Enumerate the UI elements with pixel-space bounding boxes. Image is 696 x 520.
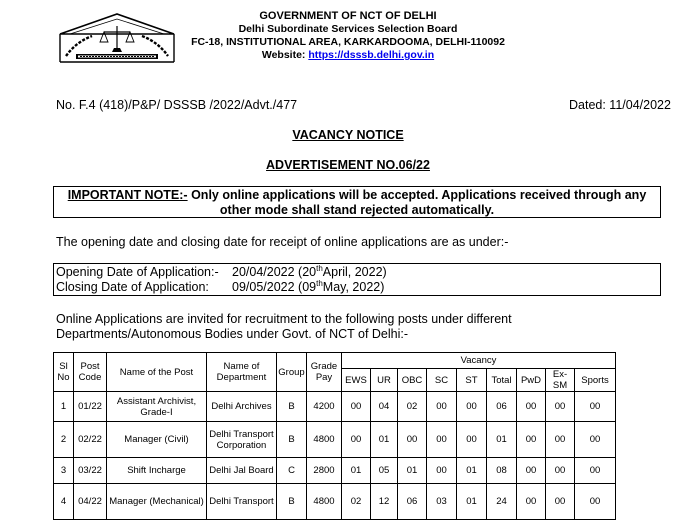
application-dates-box	[53, 263, 661, 296]
closing-date-text: 09/05/2022 (09	[232, 280, 317, 294]
cell-st: 00	[457, 422, 487, 458]
table-header-row	[54, 353, 616, 369]
cell-obc: 02	[398, 392, 427, 422]
cell-sports: 00	[575, 392, 616, 422]
cell-sl: 2	[54, 422, 74, 458]
header-sc: SC	[427, 369, 457, 392]
government-title: GOVERNMENT OF NCT OF DELHI	[259, 10, 437, 22]
cell-sc: 00	[427, 458, 457, 484]
table-row	[54, 392, 616, 422]
cell-pwd: 00	[517, 392, 546, 422]
cell-code: 02/22	[74, 422, 107, 458]
header-department: Name of Department	[207, 353, 277, 392]
important-note-line-1	[54, 188, 660, 203]
closing-date-value	[232, 280, 384, 295]
closing-date-label: Closing Date of Application:	[56, 280, 209, 294]
header-obc: OBC	[398, 369, 427, 392]
header-pwd: PwD	[517, 369, 546, 392]
online-para-line-1: Online Applications are invited for recruitment to the following posts under different	[56, 312, 512, 326]
cell-post: Manager (Civil)	[107, 422, 207, 458]
cell-pay: 4200	[307, 392, 342, 422]
closing-date-sup: th	[316, 278, 323, 288]
board-name: Delhi Subordinate Services Selection Board	[238, 23, 458, 35]
cell-ur: 12	[371, 484, 398, 520]
cell-st: 01	[457, 484, 487, 520]
cell-pwd: 00	[517, 422, 546, 458]
cell-group: B	[277, 392, 307, 422]
cell-ews: 02	[342, 484, 371, 520]
advertisement-number: ADVERTISEMENT NO.06/22	[266, 158, 430, 172]
opening-date-text: 20/04/2022 (20	[232, 265, 317, 279]
header-total: Total	[487, 369, 517, 392]
cell-ur: 04	[371, 392, 398, 422]
cell-exsm: 00	[546, 392, 575, 422]
cell-sl: 1	[54, 392, 74, 422]
cell-total: 08	[487, 458, 517, 484]
cell-code: 04/22	[74, 484, 107, 520]
cell-sports: 00	[575, 458, 616, 484]
cell-total: 06	[487, 392, 517, 422]
cell-group: B	[277, 484, 307, 520]
vacancy-table	[53, 352, 616, 520]
table-row	[54, 484, 616, 520]
cell-sl: 4	[54, 484, 74, 520]
important-note-text-2: other mode shall stand rejected automatically.	[219, 203, 495, 217]
cell-total: 24	[487, 484, 517, 520]
opening-date-label: Opening Date of Application:-	[56, 265, 219, 279]
table-row	[54, 422, 616, 458]
cell-sc: 00	[427, 422, 457, 458]
opening-closing-intro: The opening date and closing date for receipt of online applications are as under:-	[56, 235, 509, 249]
cell-obc: 06	[398, 484, 427, 520]
opening-date-sup: th	[316, 263, 323, 273]
vacancy-notice-title: VACANCY NOTICE	[292, 128, 404, 142]
cell-pwd: 00	[517, 484, 546, 520]
cell-st: 00	[457, 392, 487, 422]
header-group: Group	[277, 353, 307, 392]
cell-exsm: 00	[546, 458, 575, 484]
cell-pwd: 00	[517, 458, 546, 484]
cell-post: Manager (Mechanical)	[107, 484, 207, 520]
website-label: Website:	[261, 49, 309, 61]
cell-ur: 01	[371, 422, 398, 458]
header-exsm: Ex- SM	[546, 369, 575, 392]
dated: Dated: 11/04/2022	[569, 98, 671, 112]
cell-obc: 00	[398, 422, 427, 458]
online-applications-paragraph	[56, 312, 664, 342]
cell-group: C	[277, 458, 307, 484]
cell-dept: Delhi Transport	[207, 484, 277, 520]
cell-st: 01	[457, 458, 487, 484]
closing-date-row	[56, 280, 660, 295]
cell-ews: 01	[342, 458, 371, 484]
cell-obc: 01	[398, 458, 427, 484]
board-address: FC-18, INSTITUTIONAL AREA, KARKARDOOMA, DELHI-110092	[191, 36, 505, 48]
cell-post: Assistant Archivist, Grade-I	[107, 392, 207, 422]
reference-number: No. F.4 (418)/P&P/ DSSSB /2022/Advt./477	[56, 98, 298, 112]
cell-sports: 00	[575, 484, 616, 520]
cell-code: 01/22	[74, 392, 107, 422]
cell-pay: 2800	[307, 458, 342, 484]
header-st: ST	[457, 369, 487, 392]
online-para-line-2: Departments/Autonomous Bodies under Govt. of NCT of Delhi:-	[56, 327, 409, 341]
cell-post: Shift Incharge	[107, 458, 207, 484]
cell-ews: 00	[342, 392, 371, 422]
cell-code: 03/22	[74, 458, 107, 484]
cell-sports: 00	[575, 422, 616, 458]
cell-total: 01	[487, 422, 517, 458]
header-ur: UR	[371, 369, 398, 392]
cell-dept: Delhi Transport Corporation	[207, 422, 277, 458]
important-note-label: IMPORTANT NOTE:-	[67, 188, 188, 202]
cell-sl: 3	[54, 458, 74, 484]
cell-pay: 4800	[307, 422, 342, 458]
cell-dept: Delhi Jal Board	[207, 458, 277, 484]
cell-sc: 00	[427, 392, 457, 422]
website-link[interactable]: https://dsssb.delhi.gov.in	[308, 49, 435, 61]
cell-pay: 4800	[307, 484, 342, 520]
closing-date-rest: May, 2022)	[322, 280, 385, 294]
opening-date-value	[232, 265, 387, 280]
header-ews: EWS	[342, 369, 371, 392]
cell-exsm: 00	[546, 422, 575, 458]
header-vacancy: Vacancy	[342, 353, 616, 369]
cell-exsm: 00	[546, 484, 575, 520]
dsssb-emblem-logo	[56, 12, 178, 70]
cell-group: B	[277, 422, 307, 458]
header-post-name: Name of the Post	[107, 353, 207, 392]
header-sl: Sl No	[54, 353, 74, 392]
opening-date-row	[56, 265, 660, 280]
cell-sc: 03	[427, 484, 457, 520]
header-sports: Sports	[575, 369, 616, 392]
header-grade-pay: Grade Pay	[307, 353, 342, 392]
important-note-box	[53, 186, 661, 218]
cell-ews: 00	[342, 422, 371, 458]
header-post-code: Post Code	[74, 353, 107, 392]
opening-date-rest: April, 2022)	[322, 265, 387, 279]
cell-ur: 05	[371, 458, 398, 484]
important-note-text-1: Only online applications will be accepted. Applications received through any	[187, 188, 647, 202]
table-row	[54, 458, 616, 484]
cell-dept: Delhi Archives	[207, 392, 277, 422]
